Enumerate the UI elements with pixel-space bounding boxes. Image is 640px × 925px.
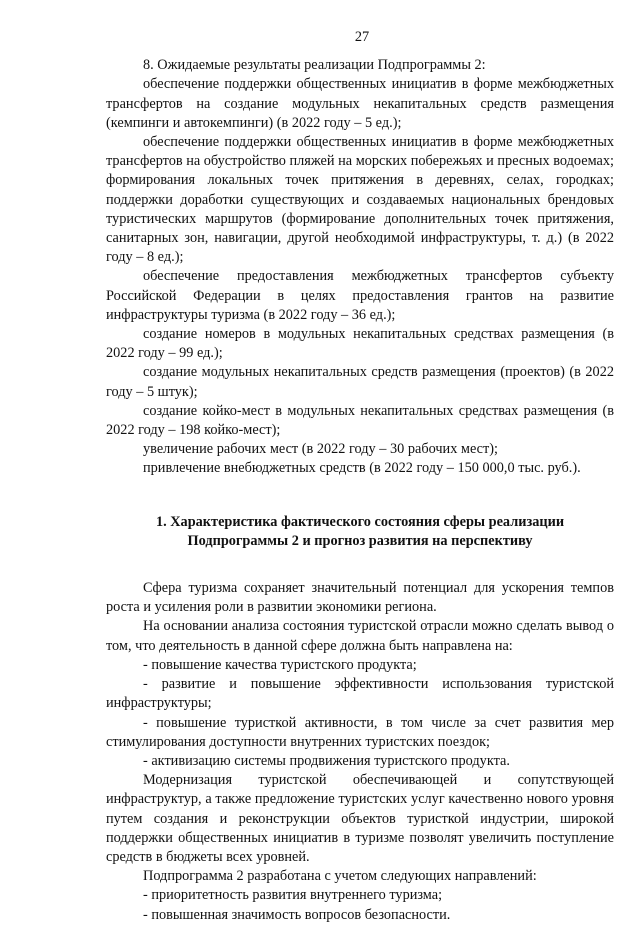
- result-item-5: создание модульных некапитальных средств размещения (проектов) (в 2022 году – 5 штук);: [106, 364, 614, 400]
- results-heading: 8. Ожидаемые результаты реализации Подпрограммы 2:: [143, 57, 486, 74]
- section-paragraph-6: - активизацию системы продвижения туристского продукта.: [143, 752, 510, 769]
- section-paragraph-7: Модернизация туристской обеспечивающей и сопутствующей инфраструктур, а также предложение туристских услуг качественно нового уровня путем создания и реконструкции объектов туристкой индустрии, широкой поддержки общественных инициатив в туризме позволят увеличить поступление средств в бюджеты всех уровней.: [106, 772, 614, 865]
- page-number: 27: [354, 29, 370, 45]
- result-item-6: создание койко-мест в модульных некапитальных средствах размещения (в 2022 году – 198 койко-мест);: [106, 402, 614, 439]
- section-paragraph-1: Сфера туризма сохраняет значительный потенциал для ускорения темпов роста и усиления роли в развитии экономики региона.: [106, 580, 614, 616]
- section-paragraph-8: Подпрограмма 2 разработана с учетом следующих направлений:: [143, 868, 537, 885]
- result-item-8: привлечение внебюджетных средств (в 2022 году – 150 000,0 тыс. руб.).: [143, 460, 581, 477]
- section-title-line-1: 1. Характеристика фактического состояния сферы реализации: [155, 513, 565, 530]
- result-item-7: увеличение рабочих мест (в 2022 году – 30 рабочих мест);: [143, 441, 499, 458]
- result-item-3: обеспечение предоставления межбюджетных трансфертов субъекту Российской Федерации в целях предоставления грантов на развитие инфраструктуры туризма (в 2022 году – 36 ед.);: [106, 268, 614, 323]
- section-paragraph-3: - повышение качества туристского продукта;: [143, 656, 417, 673]
- section-paragraph-9: - приоритетность развития внутреннего туризма;: [143, 887, 443, 904]
- section-title: [106, 513, 614, 551]
- section-paragraph-2: На основании анализа состояния туристской отрасли можно сделать вывод о том, что деятельность в данной сфере должна быть направлена на:: [106, 618, 614, 654]
- result-item-4: создание номеров в модульных некапитальных средствах размещения (в 2022 году – 99 ед.);: [106, 326, 614, 362]
- result-item-1: обеспечение поддержки общественных инициатив в форме межбюджетных трансфертов на создание модульных некапитальных средств размещения (кемпинги и автокемпинги) (в 2022 году – 5 ед.);: [106, 76, 614, 131]
- section-paragraph-5: - повышение туристкой активности, в том числе за счет развития мер стимулирования доступности внутренних туристских поездок;: [106, 714, 614, 750]
- section-title-line-2: Подпрограммы 2 и прогноз развития на перспективу: [187, 532, 533, 549]
- result-item-2: обеспечение поддержки общественных инициатив в форме межбюджетных трансфертов на обустройство пляжей на морских побережьях и пресных водоемах; формирования локальных точек притяжения в деревнях, селах, городках; поддержки доработки существующих и создаваемых национальных брендовых туристических маршрутов (формирование дополнительных точек притяжения, санитарных зон, навигации, другой необходимой инфраструктуры, т. д.) (в 2022 году – 8 ед.);: [106, 134, 614, 266]
- section-paragraph-4: - развитие и повышение эффективности использования туристской инфраструктуры;: [106, 676, 614, 712]
- section-paragraph-10: - повышенная значимость вопросов безопасности.: [143, 906, 451, 923]
